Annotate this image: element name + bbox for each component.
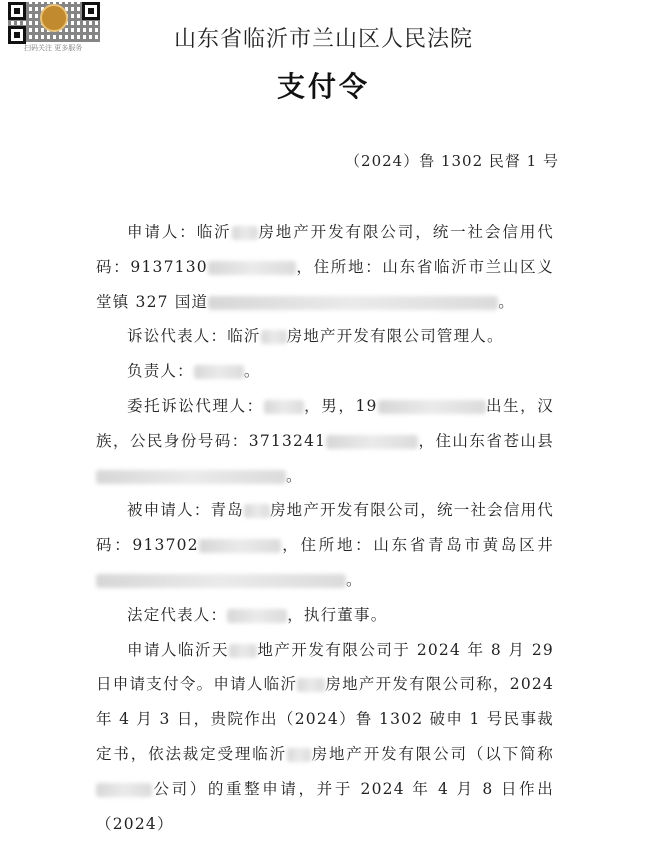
qr-caption: 扫码关注 更多服务: [24, 44, 83, 52]
document-body: [96, 215, 554, 841]
redaction: [208, 296, 498, 310]
redaction: [194, 365, 244, 379]
qr-finder-top-left: [8, 2, 26, 20]
redaction: [229, 644, 257, 658]
redaction: [199, 539, 281, 553]
applicant-paragraph: 申请人：临沂 房地产开发有限公司，统一社会信用代码：9137130 ，住所地：山东省临沂市兰山区义堂镇 327 国道 。: [96, 223, 554, 311]
redaction: [378, 400, 486, 414]
redaction: [96, 470, 286, 484]
agent-paragraph: 委托诉讼代理人： ，男，19 出生，汉族，公民身份号码：3713241 ，住山东省苍山县。: [96, 396, 554, 485]
redaction: [261, 330, 287, 344]
case-number: （2024）鲁 1302 民督 1 号: [345, 152, 559, 170]
redaction: [227, 609, 287, 623]
redaction: [208, 261, 296, 275]
redaction: [264, 400, 304, 414]
redaction: [244, 504, 270, 518]
redaction: [326, 435, 418, 449]
redaction: [297, 678, 325, 692]
document-title: 支付令: [276, 70, 370, 103]
qr-finder-top-right: [82, 2, 100, 20]
legal-representative-paragraph: 法定代表人： ，执行董事。: [127, 605, 388, 624]
litigation-representative-paragraph: 诉讼代表人：临沂 房地产开发有限公司管理人。: [127, 327, 504, 346]
respondent-paragraph: 被申请人：青岛 房地产开发有限公司，统一社会信用代码：913702 ，住所地：山东省青岛市黄岛区井。: [96, 501, 555, 589]
redaction: [96, 574, 346, 588]
redaction: [232, 226, 258, 240]
court-name: 山东省临沂市兰山区人民法院: [173, 27, 473, 52]
claim-paragraph: 申请人临沂天 地产开发有限公司于 2024 年 8 月 29 日申请支付令。申请人临沂 房地产开发有限公司称，2024 年 4 月 3 日，贵院作出（2024）鲁 1302 破申 1 号民事裁定书，依法裁定受理临沂 房地产开发有限公司（以下简称公司）的重整申请，并于 2024 年 4 月 8 日作出（2024）: [96, 640, 555, 833]
redaction: [96, 783, 152, 797]
redaction: [287, 748, 311, 762]
person-in-charge-paragraph: 负责人： 。: [127, 362, 261, 381]
